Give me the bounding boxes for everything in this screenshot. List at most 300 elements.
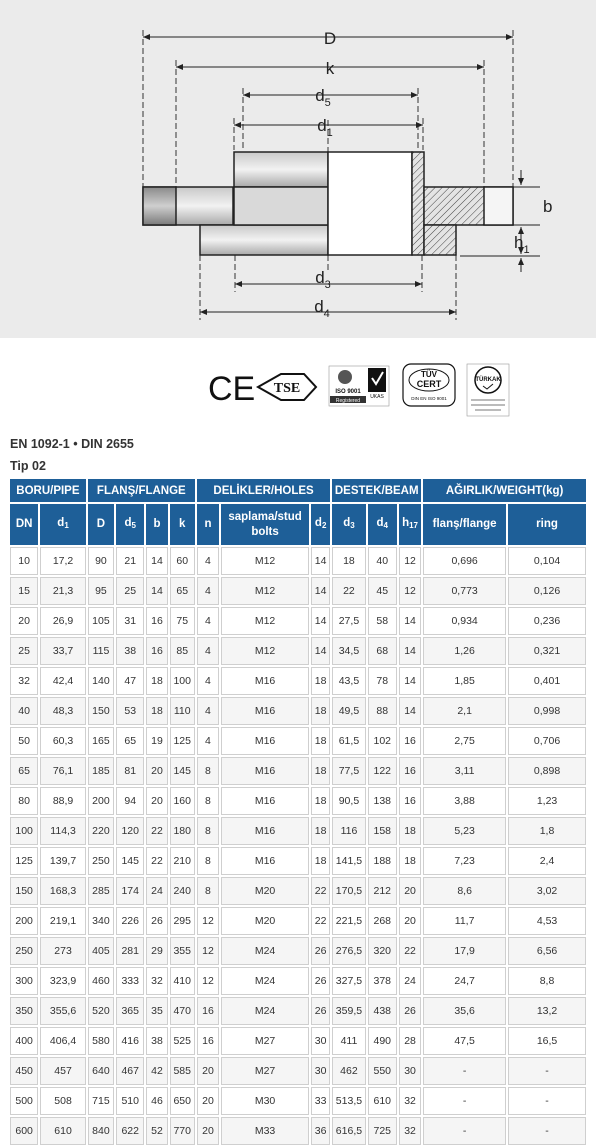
- cell-d3: 221,5: [332, 907, 365, 935]
- cell-bolts: M16: [221, 757, 309, 785]
- cell-d2: 18: [311, 787, 330, 815]
- cell-d5: 53: [116, 697, 144, 725]
- cell-d3: 462: [332, 1057, 365, 1085]
- cell-dn: 125: [10, 847, 38, 875]
- cell-d2: 26: [311, 937, 330, 965]
- cell-d5: 81: [116, 757, 144, 785]
- table-row: [10, 877, 586, 905]
- cell-ring-weight: 1,23: [508, 787, 586, 815]
- col-header-flange-weight: flanş/flange: [423, 504, 506, 545]
- cell-d4: 725: [368, 1117, 397, 1145]
- cell-ring-weight: 4,53: [508, 907, 586, 935]
- cell-n: 20: [197, 1087, 219, 1115]
- col-header-b: b: [146, 504, 167, 545]
- cell-d5: 467: [116, 1057, 144, 1085]
- cell-D: 840: [88, 1117, 114, 1145]
- group-header-beam: DESTEK/BEAM: [332, 479, 421, 502]
- col-header-bolts: saplama/stud bolts: [221, 504, 309, 545]
- svg-text:TSE: TSE: [273, 381, 301, 396]
- cell-d5: 120: [116, 817, 144, 845]
- cell-h17: 14: [399, 607, 421, 635]
- cell-b: 22: [146, 817, 167, 845]
- table-row: [10, 937, 586, 965]
- cell-bolts: M24: [221, 937, 309, 965]
- cell-d2: 18: [311, 757, 330, 785]
- type-heading: Tip 02: [10, 459, 46, 473]
- cell-ring-weight: 0,321: [508, 637, 586, 665]
- table-row: [10, 1087, 586, 1115]
- cell-d2: 22: [311, 907, 330, 935]
- cell-bolts: M16: [221, 787, 309, 815]
- cell-bolts: M12: [221, 547, 309, 575]
- cell-d2: 22: [311, 877, 330, 905]
- cell-d5: 38: [116, 637, 144, 665]
- cell-d4: 438: [368, 997, 397, 1025]
- col-header-d4: $d_4$: [368, 504, 397, 545]
- cell-d4: 188: [368, 847, 397, 875]
- cell-b: 14: [146, 547, 167, 575]
- cell-d1: 21,3: [40, 577, 86, 605]
- flange-drawing: [0, 0, 596, 338]
- cell-flange-weight: 5,23: [423, 817, 506, 845]
- col-header-n: n: [197, 504, 219, 545]
- cell-d4: 320: [368, 937, 397, 965]
- cell-ring-weight: 0,104: [508, 547, 586, 575]
- group-header-pipe: BORU/PIPE: [10, 479, 86, 502]
- cell-d1: 139,7: [40, 847, 86, 875]
- cell-flange-weight: -: [423, 1087, 506, 1115]
- cell-bolts: M16: [221, 727, 309, 755]
- cell-ring-weight: 0,236: [508, 607, 586, 635]
- cell-b: 18: [146, 667, 167, 695]
- cell-dn: 500: [10, 1087, 38, 1115]
- cell-d3: 327,5: [332, 967, 365, 995]
- cell-d5: 47: [116, 667, 144, 695]
- cell-d3: 616,5: [332, 1117, 365, 1145]
- cell-n: 20: [197, 1117, 219, 1145]
- cell-flange-weight: 2,75: [423, 727, 506, 755]
- cell-ring-weight: 0,401: [508, 667, 586, 695]
- cell-d1: 273: [40, 937, 86, 965]
- cell-D: 95: [88, 577, 114, 605]
- cell-h17: 18: [399, 847, 421, 875]
- cell-d2: 18: [311, 817, 330, 845]
- cell-b: 52: [146, 1117, 167, 1145]
- cell-n: 4: [197, 727, 219, 755]
- cell-d5: 510: [116, 1087, 144, 1115]
- cell-b: 19: [146, 727, 167, 755]
- cell-d5: 65: [116, 727, 144, 755]
- col-header-ring-weight: ring: [508, 504, 586, 545]
- col-header-D: D: [88, 504, 114, 545]
- label-d5: $d_5$: [315, 86, 331, 109]
- table-row: [10, 727, 586, 755]
- cell-flange-weight: 0,773: [423, 577, 506, 605]
- iso-9001-logo: [329, 366, 389, 406]
- svg-text:TÜV: TÜV: [421, 370, 437, 379]
- cell-d3: 34,5: [332, 637, 365, 665]
- cell-k: 110: [170, 697, 195, 725]
- cell-h17: 24: [399, 967, 421, 995]
- cell-d1: 76,1: [40, 757, 86, 785]
- cell-flange-weight: -: [423, 1057, 506, 1085]
- cell-d2: 18: [311, 847, 330, 875]
- cell-k: 770: [170, 1117, 195, 1145]
- cell-D: 140: [88, 667, 114, 695]
- cell-d3: 141,5: [332, 847, 365, 875]
- cell-b: 24: [146, 877, 167, 905]
- cell-d1: 48,3: [40, 697, 86, 725]
- cell-flange-weight: 2,1: [423, 697, 506, 725]
- group-header-flange: FLANŞ/FLANGE: [88, 479, 195, 502]
- table-row: [10, 667, 586, 695]
- cell-D: 715: [88, 1087, 114, 1115]
- cell-b: 22: [146, 847, 167, 875]
- cell-flange-weight: 11,7: [423, 907, 506, 935]
- table-body: [10, 547, 586, 1145]
- cell-dn: 200: [10, 907, 38, 935]
- cell-b: 20: [146, 787, 167, 815]
- cell-d4: 550: [368, 1057, 397, 1085]
- cell-h17: 16: [399, 787, 421, 815]
- table-row: [10, 547, 586, 575]
- cell-d1: 610: [40, 1117, 86, 1145]
- col-header-dn: DN: [10, 504, 38, 545]
- cell-D: 250: [88, 847, 114, 875]
- cell-d5: 25: [116, 577, 144, 605]
- cell-d5: 94: [116, 787, 144, 815]
- cell-bolts: M27: [221, 1057, 309, 1085]
- svg-text:UKAS: UKAS: [370, 394, 384, 400]
- cell-k: 145: [170, 757, 195, 785]
- cell-D: 340: [88, 907, 114, 935]
- cell-ring-weight: 0,126: [508, 577, 586, 605]
- cell-d1: 17,2: [40, 547, 86, 575]
- cell-b: 18: [146, 697, 167, 725]
- cell-ring-weight: 0,898: [508, 757, 586, 785]
- cell-ring-weight: -: [508, 1117, 586, 1145]
- cell-d2: 30: [311, 1027, 330, 1055]
- cell-d2: 18: [311, 727, 330, 755]
- cell-dn: 150: [10, 877, 38, 905]
- cell-dn: 15: [10, 577, 38, 605]
- cell-d4: 102: [368, 727, 397, 755]
- cell-d5: 145: [116, 847, 144, 875]
- cell-h17: 32: [399, 1117, 421, 1145]
- table-row: [10, 577, 586, 605]
- cell-flange-weight: 24,7: [423, 967, 506, 995]
- cell-dn: 32: [10, 667, 38, 695]
- cell-dn: 20: [10, 607, 38, 635]
- cell-d5: 31: [116, 607, 144, 635]
- cell-dn: 300: [10, 967, 38, 995]
- cell-dn: 100: [10, 817, 38, 845]
- cell-d3: 49,5: [332, 697, 365, 725]
- cell-d4: 40: [368, 547, 397, 575]
- cell-n: 4: [197, 607, 219, 635]
- cell-h17: 16: [399, 757, 421, 785]
- cell-d2: 36: [311, 1117, 330, 1145]
- cell-d1: 457: [40, 1057, 86, 1085]
- cell-bolts: M16: [221, 817, 309, 845]
- cell-D: 150: [88, 697, 114, 725]
- table-row: [10, 757, 586, 785]
- cell-n: 4: [197, 577, 219, 605]
- cell-ring-weight: 3,02: [508, 877, 586, 905]
- cell-d1: 60,3: [40, 727, 86, 755]
- cell-k: 125: [170, 727, 195, 755]
- cell-flange-weight: 0,696: [423, 547, 506, 575]
- cell-k: 525: [170, 1027, 195, 1055]
- cell-flange-weight: 3,11: [423, 757, 506, 785]
- certification-logos: [198, 360, 520, 420]
- cell-dn: 10: [10, 547, 38, 575]
- cell-h17: 32: [399, 1087, 421, 1115]
- group-header-holes: DELİKLER/HOLES: [197, 479, 330, 502]
- svg-text:DIN EN ISO 9001: DIN EN ISO 9001: [411, 396, 447, 401]
- cell-k: 295: [170, 907, 195, 935]
- cell-d1: 26,9: [40, 607, 86, 635]
- flange-diagram: [0, 0, 596, 338]
- col-header-k: k: [170, 504, 195, 545]
- cell-d3: 18: [332, 547, 365, 575]
- cell-D: 220: [88, 817, 114, 845]
- cell-flange-weight: 7,23: [423, 847, 506, 875]
- certification-logo-strip: [198, 360, 520, 420]
- cell-d1: 33,7: [40, 637, 86, 665]
- cell-d4: 378: [368, 967, 397, 995]
- label-d3: $d_3$: [315, 268, 331, 291]
- cell-dn: 80: [10, 787, 38, 815]
- col-header-h17: $h_{17}$: [399, 504, 421, 545]
- table-row: [10, 997, 586, 1025]
- col-header-d1: $d_1$: [40, 504, 86, 545]
- cell-d4: 122: [368, 757, 397, 785]
- cell-n: 8: [197, 877, 219, 905]
- cell-k: 180: [170, 817, 195, 845]
- cell-d3: 116: [332, 817, 365, 845]
- label-h1: $h_1$: [514, 233, 530, 256]
- svg-text:CERT: CERT: [416, 379, 442, 389]
- cell-d3: 411: [332, 1027, 365, 1055]
- cell-h17: 12: [399, 577, 421, 605]
- cell-d5: 226: [116, 907, 144, 935]
- cell-d1: 323,9: [40, 967, 86, 995]
- cell-ring-weight: 0,998: [508, 697, 586, 725]
- label-b: b: [543, 197, 553, 216]
- table-row: [10, 1057, 586, 1085]
- cell-d5: 365: [116, 997, 144, 1025]
- cell-b: 35: [146, 997, 167, 1025]
- cell-h17: 12: [399, 547, 421, 575]
- cell-k: 100: [170, 667, 195, 695]
- cell-n: 16: [197, 1027, 219, 1055]
- cell-h17: 14: [399, 697, 421, 725]
- cell-b: 38: [146, 1027, 167, 1055]
- cell-d3: 22: [332, 577, 365, 605]
- cell-d2: 14: [311, 637, 330, 665]
- cell-d4: 490: [368, 1027, 397, 1055]
- cell-bolts: M20: [221, 907, 309, 935]
- cell-k: 650: [170, 1087, 195, 1115]
- cell-d1: 168,3: [40, 877, 86, 905]
- cell-h17: 14: [399, 637, 421, 665]
- cell-d4: 610: [368, 1087, 397, 1115]
- cell-d2: 18: [311, 667, 330, 695]
- cell-d5: 333: [116, 967, 144, 995]
- cell-h17: 20: [399, 907, 421, 935]
- cell-ring-weight: 13,2: [508, 997, 586, 1025]
- cell-dn: 250: [10, 937, 38, 965]
- cell-D: 640: [88, 1057, 114, 1085]
- cell-n: 8: [197, 757, 219, 785]
- cell-dn: 450: [10, 1057, 38, 1085]
- label-D: D: [323, 29, 337, 48]
- cell-bolts: M16: [221, 847, 309, 875]
- cell-ring-weight: 0,706: [508, 727, 586, 755]
- cell-d1: 42,4: [40, 667, 86, 695]
- svg-text:Registered: Registered: [335, 398, 361, 404]
- cell-D: 285: [88, 877, 114, 905]
- cell-dn: 400: [10, 1027, 38, 1055]
- col-header-d5: $d_5$: [116, 504, 144, 545]
- turkak-logo: [467, 364, 509, 416]
- cell-b: 32: [146, 967, 167, 995]
- cell-D: 185: [88, 757, 114, 785]
- cell-bolts: M12: [221, 607, 309, 635]
- cell-d3: 276,5: [332, 937, 365, 965]
- cell-d5: 174: [116, 877, 144, 905]
- cell-d1: 88,9: [40, 787, 86, 815]
- cell-d4: 212: [368, 877, 397, 905]
- table-row: [10, 697, 586, 725]
- cell-h17: 30: [399, 1057, 421, 1085]
- cell-ring-weight: 1,8: [508, 817, 586, 845]
- cell-bolts: M24: [221, 997, 309, 1025]
- cell-dn: 40: [10, 697, 38, 725]
- cell-k: 60: [170, 547, 195, 575]
- cell-n: 4: [197, 697, 219, 725]
- svg-text:ISO 9001: ISO 9001: [335, 389, 361, 395]
- cell-dn: 65: [10, 757, 38, 785]
- cell-n: 12: [197, 967, 219, 995]
- cell-d4: 58: [368, 607, 397, 635]
- cell-ring-weight: 16,5: [508, 1027, 586, 1055]
- cell-b: 26: [146, 907, 167, 935]
- cell-ring-weight: -: [508, 1057, 586, 1085]
- cell-flange-weight: 1,85: [423, 667, 506, 695]
- cell-n: 20: [197, 1057, 219, 1085]
- cell-k: 65: [170, 577, 195, 605]
- cell-d2: 14: [311, 607, 330, 635]
- label-k: k: [325, 59, 335, 78]
- cell-b: 16: [146, 637, 167, 665]
- cell-d2: 14: [311, 577, 330, 605]
- cell-d2: 33: [311, 1087, 330, 1115]
- table-row: [10, 1117, 586, 1145]
- cell-n: 8: [197, 847, 219, 875]
- label-d1: $d_1$: [317, 116, 333, 139]
- table-row: [10, 637, 586, 665]
- cell-d2: 26: [311, 967, 330, 995]
- cell-h17: 22: [399, 937, 421, 965]
- cell-dn: 25: [10, 637, 38, 665]
- cell-bolts: M20: [221, 877, 309, 905]
- cell-d4: 68: [368, 637, 397, 665]
- cell-n: 12: [197, 907, 219, 935]
- cell-d2: 18: [311, 697, 330, 725]
- cell-d1: 508: [40, 1087, 86, 1115]
- cell-h17: 28: [399, 1027, 421, 1055]
- cell-b: 29: [146, 937, 167, 965]
- cell-n: 16: [197, 997, 219, 1025]
- cell-D: 405: [88, 937, 114, 965]
- cell-d4: 78: [368, 667, 397, 695]
- cell-k: 355: [170, 937, 195, 965]
- cell-k: 410: [170, 967, 195, 995]
- cell-h17: 18: [399, 817, 421, 845]
- cell-k: 85: [170, 637, 195, 665]
- table-row: [10, 847, 586, 875]
- cell-bolts: M16: [221, 667, 309, 695]
- cell-flange-weight: 3,88: [423, 787, 506, 815]
- cell-d3: 61,5: [332, 727, 365, 755]
- cell-d2: 14: [311, 547, 330, 575]
- cell-d3: 43,5: [332, 667, 365, 695]
- cell-bolts: M12: [221, 577, 309, 605]
- cell-b: 46: [146, 1087, 167, 1115]
- group-header-weight: AĞIRLIK/WEIGHT(kg): [423, 479, 586, 502]
- cell-d2: 26: [311, 997, 330, 1025]
- table-group-header-row: [10, 479, 586, 502]
- cell-n: 4: [197, 547, 219, 575]
- cell-d3: 90,5: [332, 787, 365, 815]
- cell-n: 12: [197, 937, 219, 965]
- cell-D: 580: [88, 1027, 114, 1055]
- cell-d5: 21: [116, 547, 144, 575]
- cell-ring-weight: 8,8: [508, 967, 586, 995]
- cell-D: 460: [88, 967, 114, 995]
- cell-flange-weight: 17,9: [423, 937, 506, 965]
- cell-ring-weight: -: [508, 1087, 586, 1115]
- cell-D: 105: [88, 607, 114, 635]
- table-column-header-row: [10, 504, 586, 545]
- cell-d3: 513,5: [332, 1087, 365, 1115]
- svg-text:TÜRKAK: TÜRKAK: [475, 377, 501, 383]
- standard-heading: EN 1092-1 • DIN 2655: [10, 437, 134, 451]
- table-row: [10, 907, 586, 935]
- cell-dn: 600: [10, 1117, 38, 1145]
- cell-h17: 26: [399, 997, 421, 1025]
- cell-k: 75: [170, 607, 195, 635]
- cell-d1: 114,3: [40, 817, 86, 845]
- cell-k: 240: [170, 877, 195, 905]
- cell-d2: 30: [311, 1057, 330, 1085]
- cell-k: 470: [170, 997, 195, 1025]
- table-row: [10, 1027, 586, 1055]
- flange-spec-table: [8, 477, 588, 1147]
- cell-D: 200: [88, 787, 114, 815]
- cell-bolts: M12: [221, 637, 309, 665]
- col-header-d3: $d_3$: [332, 504, 365, 545]
- cell-ring-weight: 6,56: [508, 937, 586, 965]
- cell-dn: 50: [10, 727, 38, 755]
- cell-flange-weight: 8,6: [423, 877, 506, 905]
- label-d4: $d_4$: [314, 297, 330, 320]
- cell-d4: 45: [368, 577, 397, 605]
- cell-dn: 350: [10, 997, 38, 1025]
- cell-k: 585: [170, 1057, 195, 1085]
